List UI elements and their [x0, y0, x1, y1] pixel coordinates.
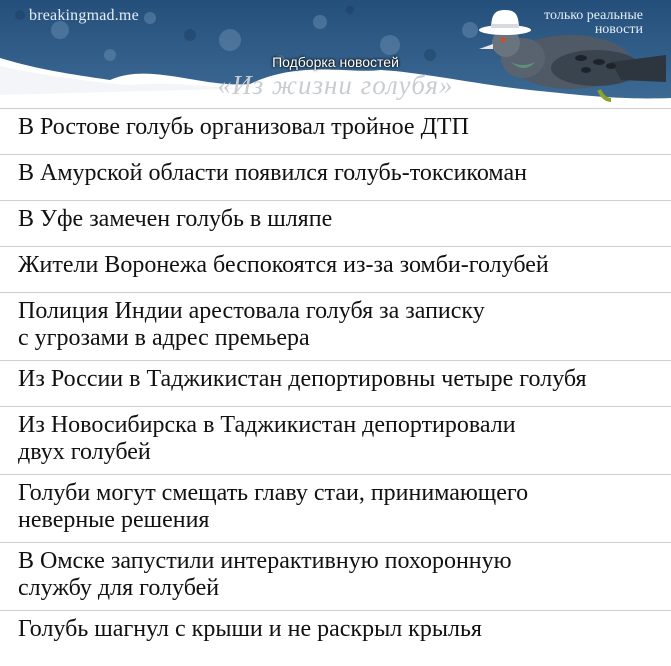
news-item: Жители Воронежа беспокоятся из-за зомби-голубей — [0, 246, 671, 292]
header-banner — [0, 0, 671, 110]
page-title: «Из жизни голубя» — [217, 70, 454, 100]
news-item: В Амурской области появился голубь-токсикоман — [0, 154, 671, 200]
news-item: Полиция Индии арестовала голубя за записку с угрозами в адрес премьера — [0, 292, 671, 360]
news-item: Голубь шагнул с крыши и не раскрыл крылья — [0, 610, 671, 656]
news-item: В Ростове голубь организовал тройное ДТП — [0, 108, 671, 154]
site-name: breakingmad.me — [29, 7, 139, 24]
news-list — [0, 108, 671, 656]
news-item: Из России в Таджикистан депортировны четыре голубя — [0, 360, 671, 406]
tagline: только реальные новости — [544, 8, 643, 37]
news-item: Из Новосибирска в Таджикистан депортировали двух голубей — [0, 406, 671, 474]
news-item: В Уфе замечен голубь в шляпе — [0, 200, 671, 246]
news-item: В Омске запустили интерактивную похоронную службу для голубей — [0, 542, 671, 610]
section-kicker: Подборка новостей — [272, 54, 399, 70]
news-item: Голуби могут смещать главу стаи, принимающего неверные решения — [0, 474, 671, 542]
